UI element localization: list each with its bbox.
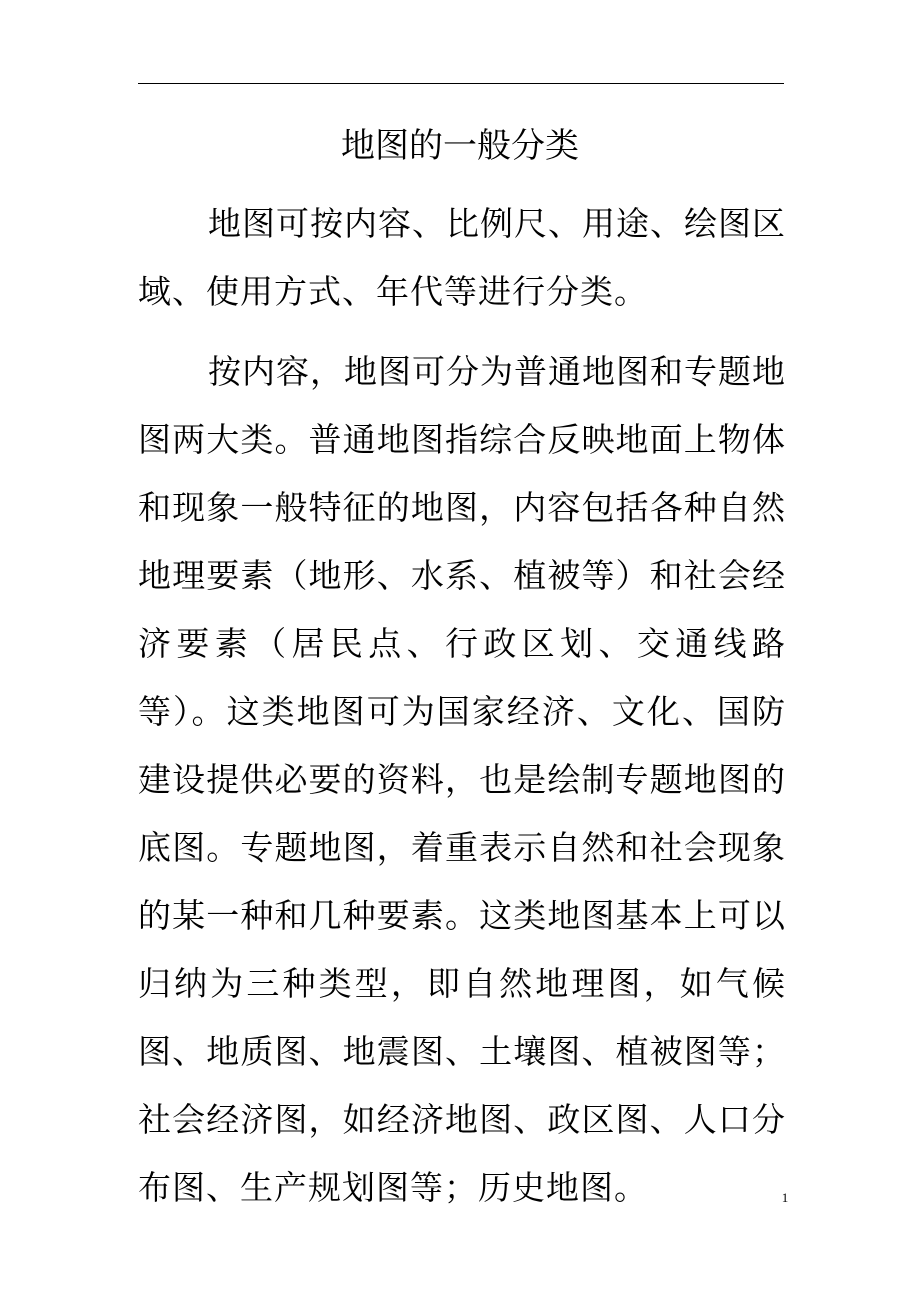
paragraph-content-classification: 按内容，地图可分为普通地图和专题地图两大类。普通地图指综合反映地面上物体和现象一般特征的地图，内容包括各种自然地理要素（地形、水系、植被等）和社会经济要素（居民点、行政区划、交通线路等）。这类地图可为国家经济、文化、国防建设提供必要的资料，也是绘制专题地图的底图。专题地图，着重表示自然和社会现象的某一种和几种要素。这类地图基本上可以归纳为三种类型，即自然地理图，如气候图、地质图、地震图、土壤图、植被图等；社会经济图，如经济地图、政区图、人口分布图、生产规划图等；历史地图。 (138, 352, 786, 1207)
header-rule (138, 83, 784, 84)
page-number: 1 (781, 1190, 789, 1205)
paragraph-classification-overview: 地图可按内容、比例尺、用途、绘图区域、使用方式、年代等进行分类。 (138, 204, 786, 311)
document-title: 地图的一般分类 (341, 126, 579, 166)
